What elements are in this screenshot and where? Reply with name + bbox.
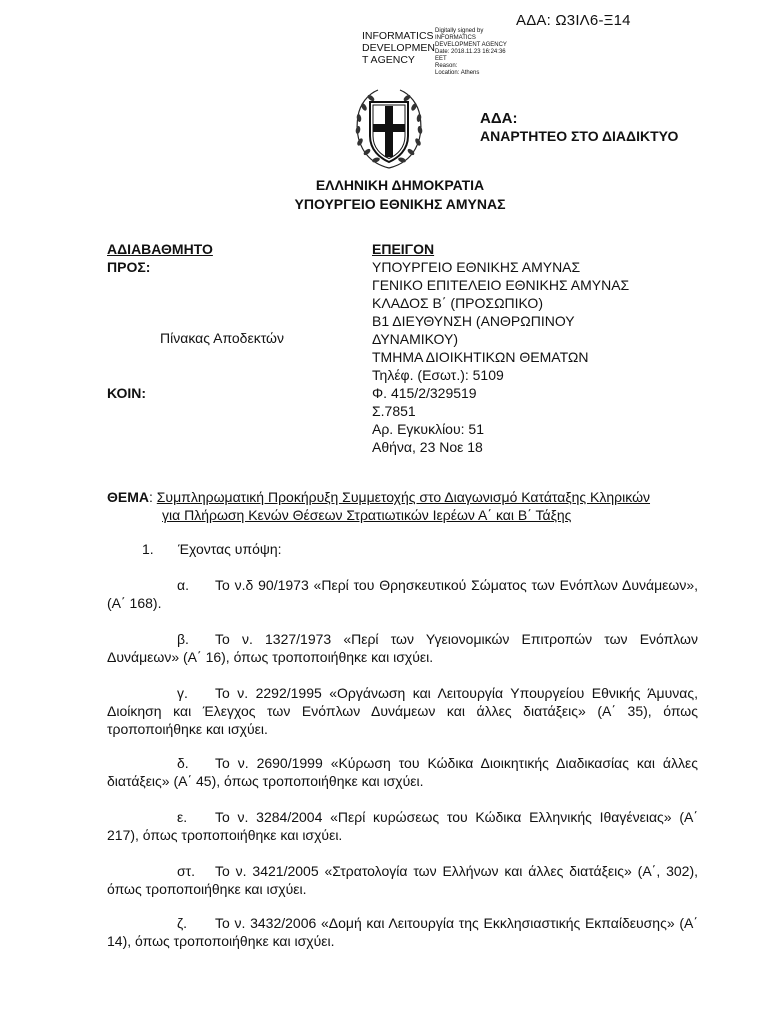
subject-line-1: Συμπληρωματική Προκήρυξη Συμμετοχής στο Διαγωνισμό Κατάταξης Κληρικών <box>156 489 651 505</box>
paragraph-text: Το ν. 1327/1973 «Περί των Υγειονομικών Επιτροπών των Ενόπλων Δυνάμεων» (Α΄ 16), όπως τροποποιήθηκε και ισχύει. <box>107 631 698 665</box>
paragraph-alpha <box>107 576 698 612</box>
header-ministry: ΥΠΟΥΡΓΕΙΟ ΕΘΝΙΚΗΣ ΑΜΥΝΑΣ <box>294 196 506 212</box>
sender-line: Β1 ΔΙΕΥΘΥΝΣΗ (ΑΝΘΡΩΠΙΝΟΥ <box>372 313 575 329</box>
sigma-reference: Σ.7851 <box>372 403 416 419</box>
subject-block: ΘΕΜΑ: Συμπληρωματική Προκήρυξη Συμμετοχής στο Διαγωνισμό Κατάταξης Κληρικών για Πλήρωση Κενών Θέσεων Στρατιωτικών Ιερέων Α΄ και Β΄ Τάξης <box>107 488 699 524</box>
paragraph-delta <box>107 754 698 790</box>
place-date: Αθήνα, 23 Νοε 18 <box>372 439 483 455</box>
coat-of-arms-emblem <box>350 84 428 174</box>
ada-code: ΑΔΑ: Ω3ΙΛ6-Ξ14 <box>516 12 631 29</box>
paragraph-letter: στ. <box>177 863 196 879</box>
post-online-notice: ΑΝΑΡΤΗΤΕΟ ΣΤΟ ΔΙΑΔΙΚΤΥΟ <box>480 128 679 144</box>
sender-line: ΓΕΝΙΚΟ ΕΠΙΤΕΛΕΙΟ ΕΘΝΙΚΗΣ ΑΜΥΝΑΣ <box>372 277 630 293</box>
urgency-label: ΕΠΕΙΓΟΝ <box>372 241 435 257</box>
signature-detail-line: Digitally signed by <box>435 28 484 34</box>
subject-line-2: για Πλήρωση Κενών Θέσεων Στρατιωτικών Ιερέων Α΄ και Β΄ Τάξης <box>162 507 572 523</box>
paragraph-text: Το ν. 2292/1995 «Οργάνωση και Λειτουργία Υπουργείου Εθνικής Άμυνας, Διοίκηση και Έλεγχος των Ενόπλων Δυνάμεων και άλλες διατάξεις» (Α΄ 35), όπως τροποποιήθηκε και ισχύει. <box>107 685 698 737</box>
paragraph-text: Το ν. 3432/2006 «Δομή και Λειτουργία της Εκκλησιαστικής Εκπαίδευσης» (Α΄ 14), όπως τροποποιήθηκε και ισχύει. <box>107 915 698 949</box>
recipients-note: Πίνακας Αποδεκτών <box>160 330 284 346</box>
paragraph-zeta <box>107 914 698 950</box>
phone-line: Τηλέφ. (Εσωτ.): 5109 <box>372 367 504 383</box>
paragraph-letter: ε. <box>177 809 188 825</box>
sender-line: ΚΛΑΔΟΣ Β΄ (ΠΡΟΣΩΠΙΚΟ) <box>372 295 543 311</box>
paragraph-letter: β. <box>177 631 189 647</box>
signature-detail-line: Date: 2018.11.23 16:24:36 <box>435 49 506 55</box>
paragraph-text: Το ν. 3421/2005 «Στρατολογία των Ελλήνων και άλλες διατάξεις» (Α΄, 302), όπως τροποποιήθηκε και ισχύει. <box>107 863 698 897</box>
sender-line: ΤΜΗΜΑ ΔΙΟΙΚΗΤΙΚΩΝ ΘΕΜΑΤΩΝ <box>372 349 589 365</box>
sender-line: ΔΥΝΑΜΙΚΟΥ) <box>372 331 458 347</box>
signature-details <box>435 28 530 77</box>
paragraph-beta <box>107 630 698 666</box>
item-1-number: 1. <box>142 541 154 557</box>
paragraph-epsilon <box>107 808 698 844</box>
paragraph-gamma <box>107 684 698 738</box>
ada-label: ΑΔΑ: <box>480 110 518 127</box>
file-reference: Φ. 415/2/329519 <box>372 385 477 401</box>
signature-org-name: INFORMATICS DEVELOPMEN T AGENCY <box>362 30 435 66</box>
sender-block <box>372 240 712 456</box>
circular-number: Αρ. Εγκυκλίου: 51 <box>372 421 484 437</box>
to-label: ΠΡΟΣ: <box>107 259 151 275</box>
paragraph-letter: δ. <box>177 755 189 771</box>
signature-detail-line: DEVELOPMENT AGENCY <box>435 42 507 48</box>
paragraph-letter: α. <box>177 577 189 593</box>
signature-detail-line: INFORMATICS <box>435 35 476 41</box>
paragraph-text: Το ν. 3284/2004 «Περί κυρώσεως του Κώδικα Ελληνικής Ιθαγένειας» (Α΄ 217), όπως τροποποιήθηκε και ισχύει. <box>107 809 698 843</box>
signature-detail-line: EET <box>435 56 447 62</box>
classification-label: ΑΔΙΑΒΑΘΜΗΤΟ <box>107 241 213 257</box>
cc-label: ΚΟΙΝ: <box>107 385 147 401</box>
item-1-text: Έχοντας υπόψη: <box>178 541 282 557</box>
paragraph-letter: ζ. <box>177 915 188 931</box>
sender-line: ΥΠΟΥΡΓΕΙΟ ΕΘΝΙΚΗΣ ΑΜΥΝΑΣ <box>372 259 581 275</box>
paragraph-text: Το ν. 2690/1999 «Κύρωση του Κώδικα Διοικητικής Διαδικασίας και άλλες διατάξεις» (Α΄ 45), όπως τροποποιήθηκε και ισχύει. <box>107 755 698 789</box>
signature-detail-line: Location: Athens <box>435 70 480 76</box>
header-republic: ΕΛΛΗΝΙΚΗ ΔΗΜΟΚΡΑΤΙΑ <box>315 177 485 193</box>
item-1 <box>142 541 282 557</box>
signature-detail-line: Reason: <box>435 63 458 69</box>
paragraph-stigma <box>107 862 698 898</box>
subject-label: ΘΕΜΑ <box>107 489 149 505</box>
paragraph-letter: γ. <box>177 685 188 701</box>
paragraph-text: Το ν.δ 90/1973 «Περί του Θρησκευτικού Σώματος των Ενόπλων Δυνάμεων», (Α΄ 168). <box>107 577 698 611</box>
